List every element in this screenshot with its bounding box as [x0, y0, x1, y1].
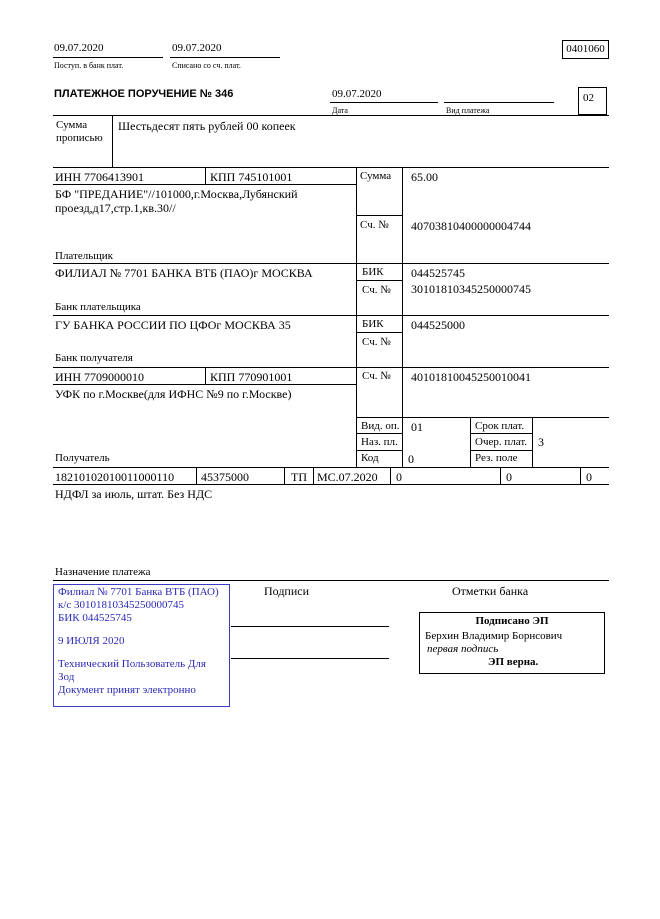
order-date: 09.07.2020 [332, 88, 382, 100]
tax-oktmo: 45375000 [201, 470, 249, 484]
tax-row-top-line [53, 467, 609, 468]
operation-divider-1 [470, 417, 471, 467]
payer-bank-bik: 044525745 [411, 266, 465, 280]
sum-value: 65.00 [411, 170, 438, 184]
stamp-date: 9 ИЮЛЯ 2020 [58, 635, 125, 647]
payee-bank-bik-label: БИК [362, 318, 384, 330]
tax-row-bottom-line [53, 484, 609, 485]
operation-row1-line-b [470, 433, 532, 434]
grid-divider-left [356, 167, 357, 467]
tax-period: МС.07.2020 [317, 470, 378, 484]
payment-type-line [444, 102, 554, 103]
payer-name-1: БФ "ПРЕДАНИЕ"//101000,г.Москва,Лубянский [55, 187, 298, 201]
tax-basis: ТП [291, 470, 307, 484]
payer-bank-bottom-line [53, 315, 609, 316]
signatures-label: Подписи [264, 584, 310, 598]
status-code: 02 [578, 87, 607, 115]
signature-type: первая подпись [427, 643, 499, 655]
operation-row2-line-b [470, 450, 532, 451]
signature-verified: ЭП верна. [488, 656, 539, 668]
payee-inn-line [53, 384, 356, 385]
amount-words-divider [112, 115, 113, 167]
payer-bank-name: ФИЛИАЛ № 7701 БАНКА ВТБ (ПАО)г МОСКВА [55, 266, 313, 280]
amount-words-label-1: Сумма [56, 119, 88, 131]
payee-name: УФК по г.Москве(для ИФНС №9 по г.Москве) [55, 387, 292, 401]
order-date-label: Дата [332, 106, 348, 115]
payee-bank-bottom-line [53, 367, 609, 368]
operation-row2-line-a [356, 450, 402, 451]
payee-bank-label: Банк получателя [55, 352, 133, 364]
order-date-line [330, 102, 438, 103]
grid-divider-right [402, 167, 403, 467]
payer-inn-line [53, 184, 356, 185]
payee-inn-kpp-divider [205, 367, 206, 384]
srok-label: Срок плат. [475, 420, 525, 432]
signer-name: Берхин Владимир Борнсович [425, 630, 563, 642]
sum-label: Сумма [360, 170, 392, 182]
purpose-text: НДФЛ за июль, штат. Без НДС [55, 487, 213, 501]
kod-label: Код [361, 452, 379, 464]
rez-label: Рез. поле [475, 452, 518, 464]
payment-type-label: Вид платежа [446, 106, 490, 115]
payer-bank-account-label: Сч. № [362, 284, 391, 296]
received-date-line [53, 57, 163, 58]
bank-stamp [53, 584, 230, 707]
tax-divider-1 [196, 467, 197, 484]
bank-signature-box [419, 612, 605, 674]
kod-value: 0 [408, 452, 414, 466]
stamp-line-3: БИК 044525745 [58, 612, 132, 624]
payee-inn: ИНН 7709000010 [55, 370, 144, 384]
payee-bank-name: ГУ БАНКА РОССИИ ПО ЦФОг МОСКВА 35 [55, 318, 291, 332]
payee-bank-account-label: Сч. № [362, 336, 391, 348]
amount-words-bottom-line [53, 167, 609, 168]
operation-top-line [356, 417, 609, 418]
purpose-bottom-line [53, 580, 609, 581]
amount-words-label-2: прописью [56, 132, 103, 144]
tax-kbk: 18210102010011000110 [55, 470, 175, 484]
tax-type: 0 [586, 470, 592, 484]
tax-doc-date: 0 [506, 470, 512, 484]
debited-date: 09.07.2020 [172, 42, 222, 54]
payer-bank-label: Банк плательщика [55, 301, 141, 313]
received-date: 09.07.2020 [54, 42, 104, 54]
payer-kpp: КПП 745101001 [210, 170, 293, 184]
payee-account: 40101810045250010041 [411, 370, 531, 384]
payee-bank-bik: 044525000 [411, 318, 465, 332]
payer-inn-kpp-divider [205, 167, 206, 184]
payer-bottom-line [53, 263, 609, 264]
tax-divider-2 [284, 467, 285, 484]
payer-name-2: проезд,д17,стр.1,кв.30// [55, 201, 176, 215]
debited-date-label: Списано со сч. плат. [172, 61, 241, 70]
page-title: ПЛАТЕЖНОЕ ПОРУЧЕНИЕ № 346 [54, 88, 234, 100]
amount-words-value: Шестьдесят пять рублей 00 копеек [118, 119, 296, 133]
debited-date-line [170, 57, 280, 58]
stamp-line-4: Технический Пользователь Для [58, 658, 206, 670]
payer-label: Плательщик [55, 250, 113, 262]
purpose-label: Назначение платежа [55, 566, 151, 578]
stamp-line-1: Филиал № 7701 Банка ВТБ (ПАО) [58, 586, 219, 598]
stamp-line-6: Документ принят электронно [58, 684, 196, 696]
ocher-value: 3 [538, 435, 544, 449]
payer-inn: ИНН 7706413901 [55, 170, 144, 184]
signature-line-1 [231, 626, 389, 627]
payee-account-label: Сч. № [362, 370, 391, 382]
stamp-line-2: к/с 30101810345250000745 [58, 599, 185, 611]
vid-op-value: 01 [411, 420, 423, 434]
payer-bank-bik-label: БИК [362, 266, 384, 278]
payee-kpp: КПП 770901001 [210, 370, 293, 384]
ocher-label: Очер. плат. [475, 436, 528, 448]
sum-bottom-line [356, 215, 402, 216]
form-code: 0401060 [562, 40, 609, 59]
naz-label: Наз. пл. [361, 436, 398, 448]
amount-words-top-line [53, 115, 609, 116]
tax-divider-6 [580, 467, 581, 484]
tax-doc-num: 0 [396, 470, 402, 484]
payer-bank-bik-line [356, 280, 402, 281]
signed-label: Подписано ЭП [475, 615, 549, 627]
operation-divider-2 [532, 417, 533, 467]
tax-divider-5 [500, 467, 501, 484]
tax-divider-3 [313, 467, 314, 484]
vid-op-label: Вид. оп. [361, 420, 400, 432]
received-date-label: Поступ. в банк плат. [54, 61, 124, 70]
operation-row1-line-a [356, 433, 402, 434]
signature-line-2 [231, 658, 389, 659]
payee-label: Получатель [55, 452, 110, 464]
payee-bank-bik-line [356, 332, 402, 333]
stamp-line-5: Зод [58, 671, 75, 683]
payer-account: 40703810400000004744 [411, 219, 531, 233]
payer-bank-account: 30101810345250000745 [411, 282, 531, 296]
bank-marks-label: Отметки банка [452, 584, 529, 598]
payer-account-label: Сч. № [360, 219, 389, 231]
tax-divider-4 [390, 467, 391, 484]
